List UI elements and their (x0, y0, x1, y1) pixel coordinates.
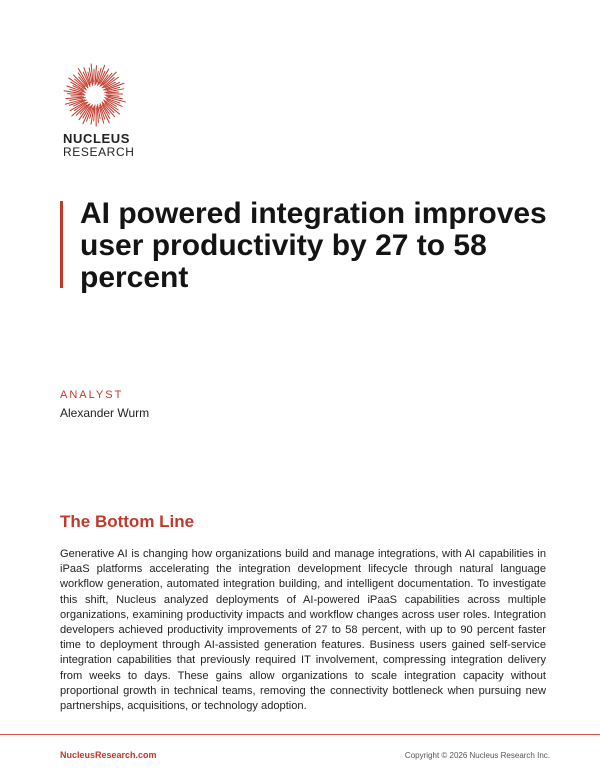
analyst-label: ANALYST (60, 389, 124, 401)
analyst-name: Alexander Wurm (60, 406, 150, 420)
bottom-line-paragraph: Generative AI is changing how organizations build and manage integrations, with AI capabilities in iPaaS platforms accelerating the integration development lifecycle through natural language workflow generation, automated integration building, and intelligent documentation. To investigate this shift, Nucleus analyzed deployments of AI-powered iPaaS capabilities across multiple organizations, examining productivity impacts and workflow changes across user roles. Integration developers achieved productivity improvements of 27 to 58 percent, with up to 90 percent faster time to deployment through AI-assisted generation features. Business users gained self-service integration capabilities that previously required IT involvement, compressing integration delivery from weeks to days. These gains allow organizations to scale integration capacity without proportional growth in technical teams, removing the connectivity bottleneck when pursuing new partnerships, acquisitions, or technology adoption. (60, 548, 546, 713)
report-title: AI powered integration improves user productivity by 27 to 58 percent (80, 197, 547, 294)
logo-wordmark-line1: NUCLEUS (63, 131, 131, 146)
logo-wordmark-line2: RESEARCH (63, 145, 135, 159)
nucleus-burst-icon (62, 62, 128, 128)
section-heading: The Bottom Line (60, 512, 195, 531)
footer-copyright: Copyright © 2026 Nucleus Research Inc. (404, 751, 550, 760)
footer-divider (0, 734, 600, 735)
title-accent-bar (60, 201, 63, 288)
footer-website-link[interactable]: NucleusResearch.com (60, 750, 157, 760)
